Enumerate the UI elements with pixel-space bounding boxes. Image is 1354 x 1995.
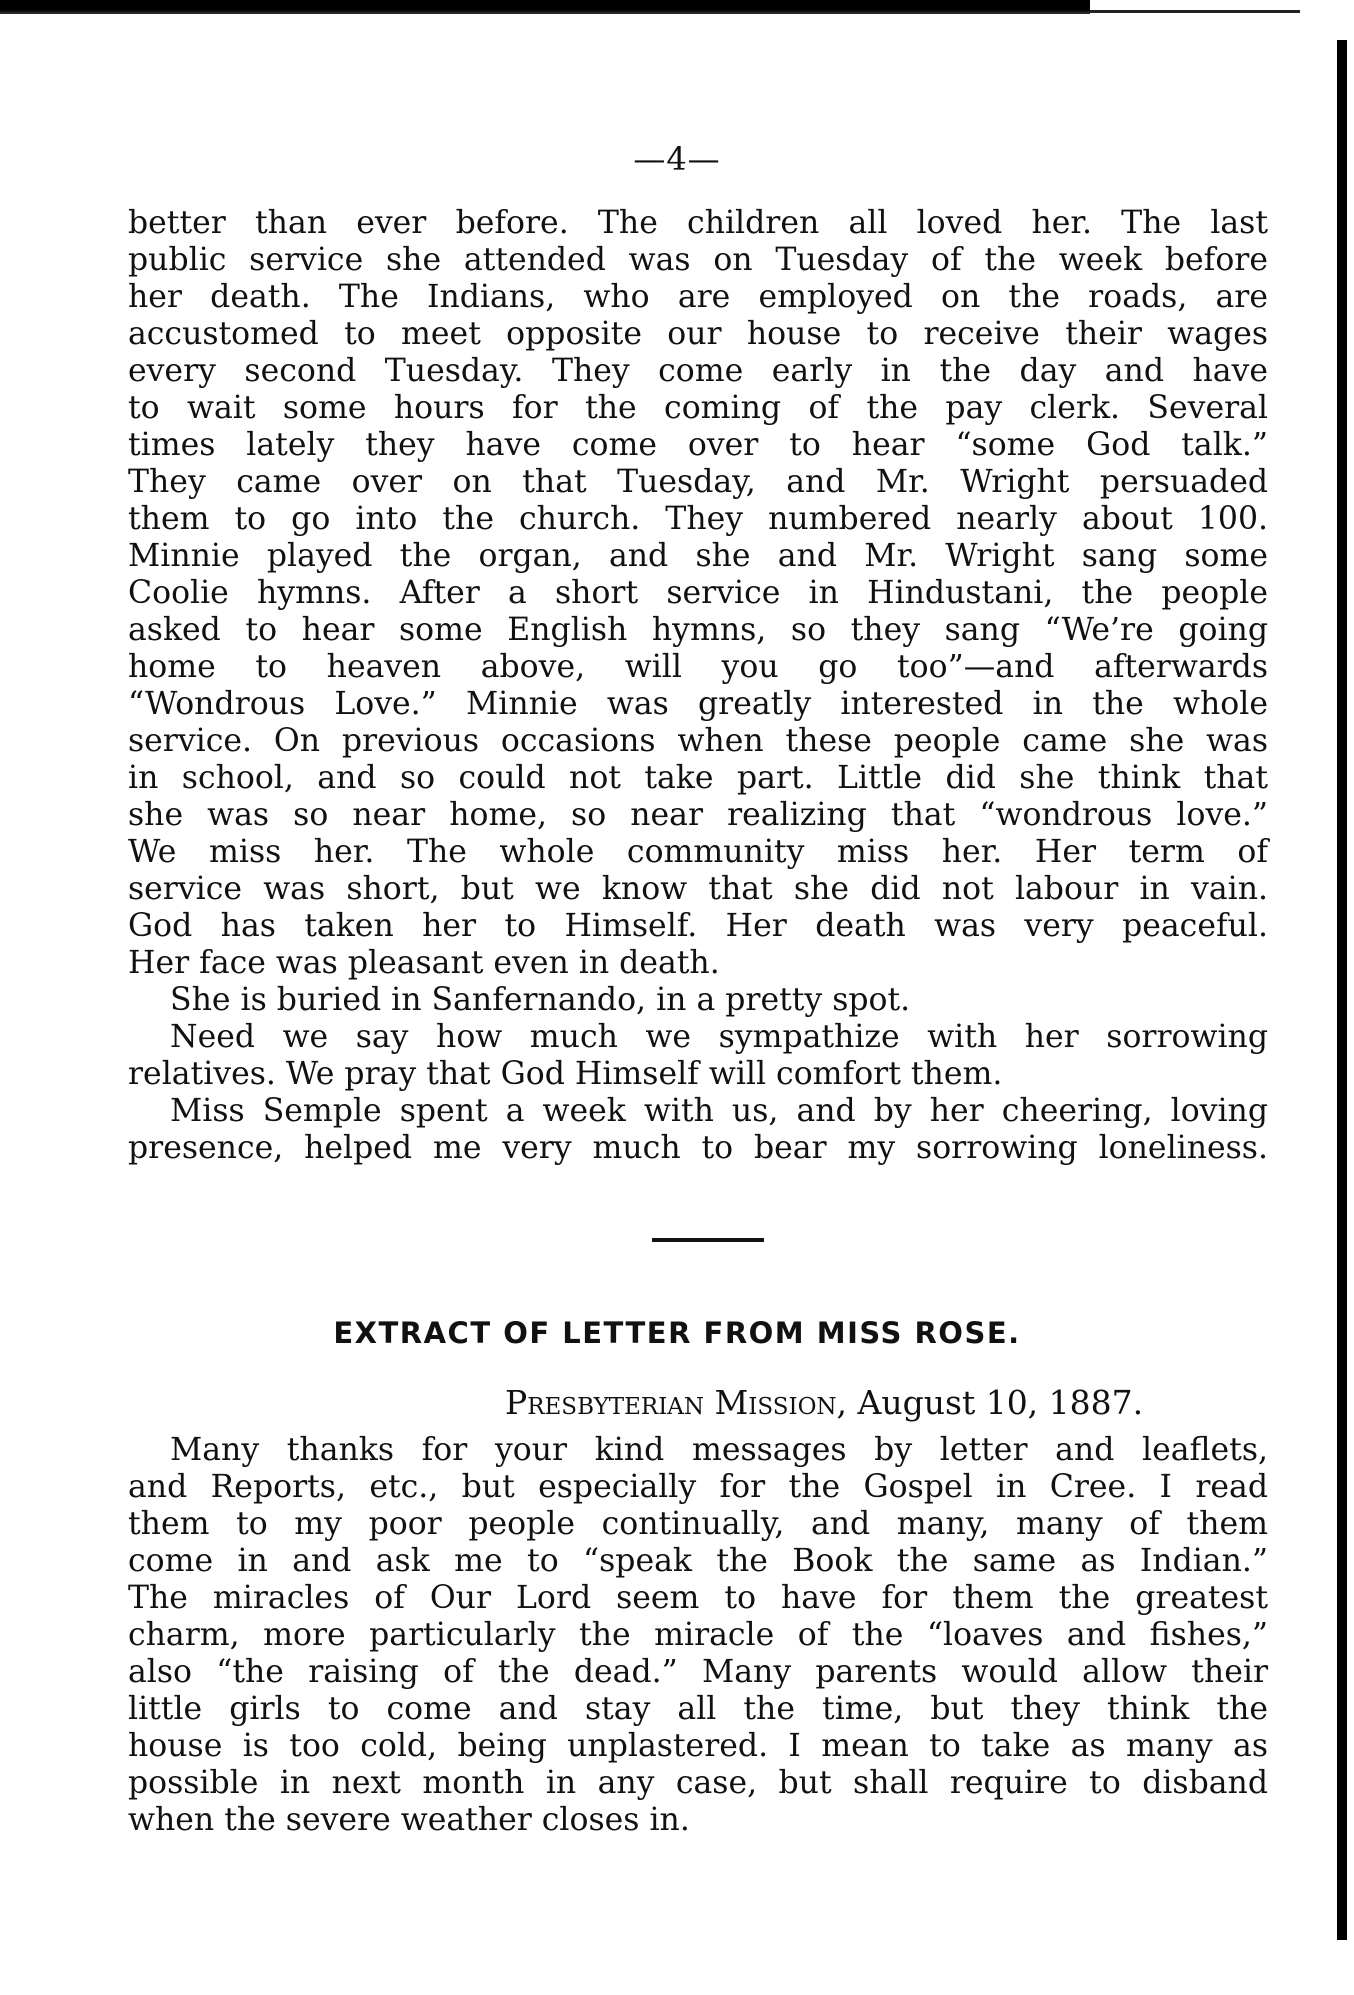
- page-number: —4—: [633, 140, 721, 178]
- paragraph-line: charm, more particularly the miracle of the “loaves and fishes,”: [128, 1617, 1268, 1653]
- paragraph-line: They came over on that Tuesday, and Mr. Wright persuaded: [128, 464, 1268, 500]
- paragraph-line: public service she attended was on Tuesday of the week before: [128, 242, 1268, 278]
- paragraph-line: Miss Semple spent a week with us, and by her cheering, loving: [170, 1093, 1268, 1129]
- paragraph-line: We miss her. The whole community miss her. Her term of: [128, 834, 1268, 870]
- section-divider-rule: [652, 1238, 764, 1242]
- top-border-rule: [0, 0, 1090, 14]
- paragraph-line: Her face was pleasant even in death.: [128, 945, 720, 981]
- paragraph-line: house is too cold, being unplastered. I mean to take as many as: [128, 1728, 1268, 1764]
- paragraph-line: when the severe weather closes in.: [128, 1802, 690, 1838]
- paragraph-line: service was short, but we know that she did not labour in vain.: [128, 871, 1268, 907]
- paragraph-line: service. On previous occasions when these people came she was: [128, 723, 1268, 759]
- letter-heading: EXTRACT OF LETTER FROM MISS ROSE.: [333, 1316, 1021, 1350]
- paragraph-line: she was so near home, so near realizing that “wondrous love.”: [128, 797, 1268, 833]
- page-right-edge: [1337, 40, 1347, 1940]
- paragraph-line: them to my poor people continually, and many, many of them: [128, 1506, 1268, 1542]
- paragraph-line: better than ever before. The children all loved her. The last: [128, 205, 1268, 241]
- paragraph-line: in school, and so could not take part. Little did she think that: [128, 760, 1268, 796]
- paragraph-line: every second Tuesday. They come early in the day and have: [128, 353, 1268, 389]
- paragraph-line: presence, helped me very much to bear my sorrowing loneliness.: [128, 1130, 1268, 1166]
- paragraph-line: Need we say how much we sympathize with her sorrowing: [170, 1019, 1268, 1055]
- paragraph-line: possible in next month in any case, but shall require to disband: [128, 1765, 1268, 1801]
- letter-body-section: [128, 205, 1268, 1167]
- paragraph-line: her death. The Indians, who are employed on the roads, are: [128, 279, 1268, 315]
- paragraph-line: The miracles of Our Lord seem to have for them the greatest: [128, 1580, 1268, 1616]
- paragraph-line: home to heaven above, will you go too”—and afterwards: [128, 649, 1268, 685]
- paragraph-line: asked to hear some English hymns, so they sang “We’re going: [128, 612, 1268, 648]
- paragraph-line: “Wondrous Love.” Minnie was greatly interested in the whole: [128, 686, 1268, 722]
- paragraph-line: come in and ask me to “speak the Book the same as Indian.”: [128, 1543, 1268, 1579]
- paragraph-line: times lately they have come over to hear “some God talk.”: [128, 427, 1268, 463]
- paragraph-line: them to go into the church. They numbered nearly about 100.: [128, 501, 1268, 537]
- paragraph-line: Coolie hymns. After a short service in Hindustani, the people: [128, 575, 1268, 611]
- paragraph-line: Minnie played the organ, and she and Mr. Wright sang some: [128, 538, 1268, 574]
- dateline-place: Presbyterian Mission,: [505, 1383, 848, 1422]
- paragraph-line: She is buried in Sanfernando, in a pretty spot.: [170, 982, 911, 1018]
- letter-dateline: [505, 1383, 1143, 1422]
- paragraph-line: relatives. We pray that God Himself will comfort them.: [128, 1056, 1003, 1092]
- paragraph-line: Many thanks for your kind messages by letter and leaflets,: [170, 1432, 1268, 1468]
- paragraph-line: God has taken her to Himself. Her death was very peaceful.: [128, 908, 1268, 944]
- paragraph-line: little girls to come and stay all the time, but they think the: [128, 1691, 1268, 1727]
- paragraph-line: also “the raising of the dead.” Many parents would allow their: [128, 1654, 1268, 1690]
- dateline-date: August 10, 1887.: [857, 1383, 1144, 1422]
- letter-extract-section: [128, 1432, 1268, 1839]
- top-border-rule-thin: [1090, 10, 1300, 13]
- paragraph-line: accustomed to meet opposite our house to receive their wages: [128, 316, 1268, 352]
- paragraph-line: and Reports, etc., but especially for the Gospel in Cree. I read: [128, 1469, 1268, 1505]
- paragraph-line: to wait some hours for the coming of the pay clerk. Several: [128, 390, 1268, 426]
